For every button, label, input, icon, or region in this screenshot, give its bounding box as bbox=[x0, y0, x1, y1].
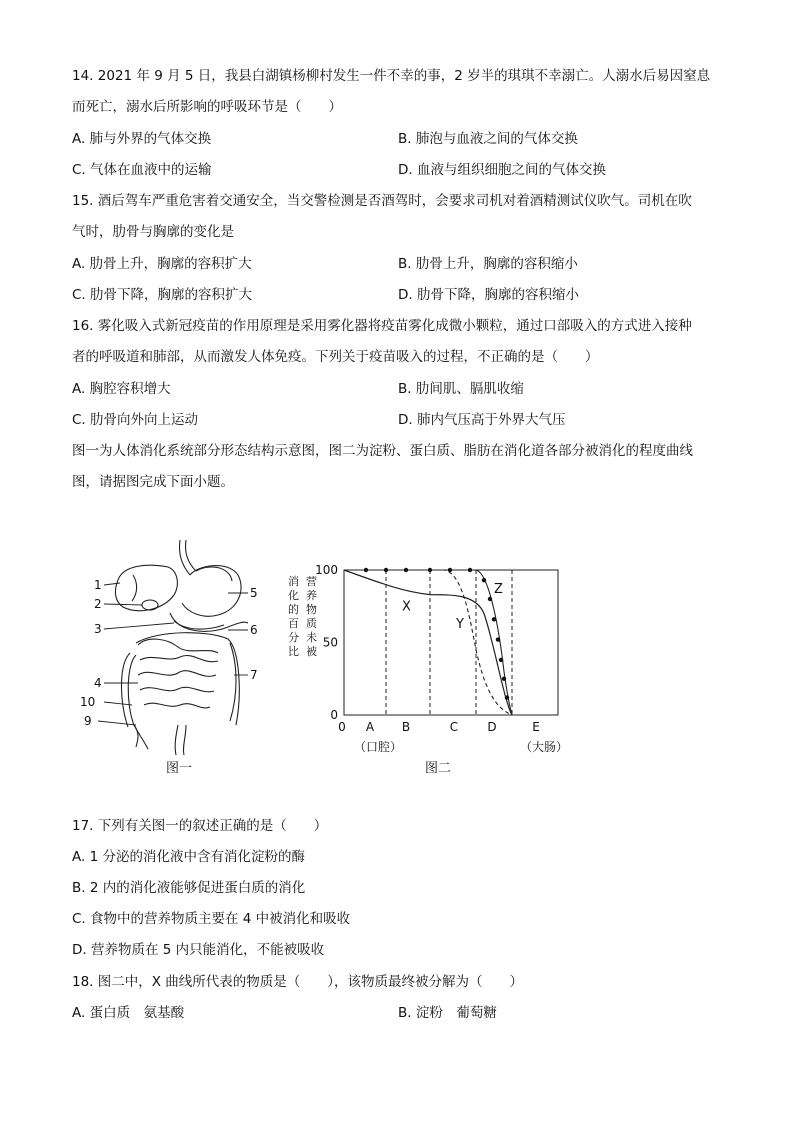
series-z-line bbox=[344, 570, 512, 715]
series-z-point bbox=[505, 695, 509, 699]
series-z-point bbox=[492, 617, 496, 621]
q15-option-a[interactable]: A. 肋骨上升，胸廓的容积扩大 bbox=[72, 256, 252, 272]
figure1-caption: 图一 bbox=[166, 761, 193, 776]
mouth-label: （口腔） bbox=[353, 740, 403, 754]
q18-option-b[interactable]: B. 淀粉 葡萄糖 bbox=[398, 1005, 497, 1021]
q18-stem: 18. 图二中，X 曲线所代表的物质是（ ），该物质最终被分解为（ ） bbox=[72, 974, 524, 990]
q16-stem-line1: 16. 雾化吸入式新冠疫苗的作用原理是采用雾化器将疫苗雾化成微小颗粒，通过口部吸入的方式进入接种 bbox=[72, 318, 692, 334]
fig1-label-6: 6 bbox=[250, 623, 258, 637]
q16-option-b[interactable]: B. 肋间肌、膈肌收缩 bbox=[398, 381, 524, 397]
fig1-label-5: 5 bbox=[250, 586, 258, 600]
series-y-line bbox=[344, 570, 512, 715]
series-z-point bbox=[384, 568, 388, 572]
fig1-label-4: 4 bbox=[94, 676, 102, 690]
x-tick-label: A bbox=[365, 720, 375, 734]
y-axis-label-column: 消化的百分比 bbox=[288, 575, 299, 658]
q17-option-b[interactable]: B. 2 内的消化液能够促进蛋白质的消化 bbox=[72, 880, 306, 896]
fig1-label-9: 9 bbox=[84, 714, 92, 728]
q15-stem-line1: 15. 酒后驾车严重危害着交通安全，当交警检测是否酒驾时，会要求司机对着酒精测试仪吹气。司机在吹 bbox=[72, 193, 692, 209]
fig1-label-10: 10 bbox=[80, 695, 96, 709]
q14-stem-line2: 而死亡，溺水后所影响的呼吸环节是（ ） bbox=[72, 99, 342, 115]
fig1-label-3: 3 bbox=[94, 622, 102, 636]
q15-option-c[interactable]: C. 肋骨下降，胸廓的容积扩大 bbox=[72, 287, 253, 303]
figure-intro-line2: 图，请据图完成下面小题。 bbox=[72, 474, 234, 490]
fig1-label-1: 1 bbox=[94, 578, 102, 592]
series-z-point bbox=[404, 568, 408, 572]
q15-stem-line2: 气时，肋骨与胸廓的变化是 bbox=[72, 224, 234, 240]
figure1-digestive-system bbox=[78, 535, 278, 760]
plot-frame bbox=[344, 570, 558, 715]
series-z-point bbox=[502, 677, 506, 681]
series-z-point bbox=[448, 568, 452, 572]
q14-option-d[interactable]: D. 血液与组织细胞之间的气体交换 bbox=[398, 162, 606, 178]
curve-label-y: Y bbox=[456, 617, 464, 632]
series-x-line bbox=[344, 570, 512, 715]
q15-option-d[interactable]: D. 肋骨下降，胸廓的容积缩小 bbox=[398, 287, 579, 303]
q17-stem: 17. 下列有关图一的叙述正确的是（ ） bbox=[72, 818, 328, 834]
x-tick-label: E bbox=[532, 720, 540, 734]
y-axis-label-column: 营养物质未被 bbox=[306, 575, 317, 658]
q18-option-a[interactable]: A. 蛋白质 氨基酸 bbox=[72, 1005, 185, 1021]
figure2-caption: 图二 bbox=[425, 761, 452, 776]
q16-option-d[interactable]: D. 肺内气压高于外界大气压 bbox=[398, 412, 566, 428]
q14-option-b[interactable]: B. 肺泡与血液之间的气体交换 bbox=[398, 131, 578, 147]
q16-stem-line2: 者的呼吸道和肺部，从而激发人体免疫。下列关于疫苗吸入的过程，不正确的是（ ） bbox=[72, 349, 599, 365]
curve-label-z: Z bbox=[494, 582, 503, 598]
q15-option-b[interactable]: B. 肋骨上升，胸廓的容积缩小 bbox=[398, 256, 578, 272]
series-z-point bbox=[488, 597, 492, 601]
large-intestine-label: （大肠） bbox=[519, 740, 569, 754]
series-z-point bbox=[364, 568, 368, 572]
q16-option-a[interactable]: A. 胸腔容积增大 bbox=[72, 381, 171, 397]
y-tick-label: 100 bbox=[315, 563, 338, 577]
fig1-label-2: 2 bbox=[94, 597, 102, 611]
q17-option-a[interactable]: A. 1 分泌的消化液中含有消化淀粉的酶 bbox=[72, 849, 305, 865]
x-tick-label: B bbox=[401, 720, 411, 734]
y-tick-label: 50 bbox=[322, 635, 338, 650]
series-z-point bbox=[499, 658, 503, 662]
figure2-digestion-chart bbox=[280, 555, 580, 755]
series-z-point bbox=[496, 637, 500, 641]
digestion-curve-chart bbox=[280, 555, 580, 755]
y-tick-label: 0 bbox=[330, 708, 338, 722]
q14-stem-line1: 14. 2021 年 9 月 5 日，我县白湖镇杨柳村发生一件不幸的事，2 岁半的琪琪不幸溺亡。人溺水后易因窒息 bbox=[72, 68, 711, 84]
q14-option-c[interactable]: C. 气体在血液中的运输 bbox=[72, 162, 212, 178]
q16-option-c[interactable]: C. 肋骨向外向上运动 bbox=[72, 412, 199, 428]
digestive-system-diagram bbox=[78, 535, 278, 760]
x-origin-label: 0 bbox=[338, 720, 346, 734]
curve-label-x: X bbox=[402, 599, 411, 615]
series-z-point bbox=[468, 568, 472, 572]
fig1-label-7: 7 bbox=[250, 668, 258, 682]
series-z-point bbox=[428, 568, 432, 572]
figure-intro-line1: 图一为人体消化系统部分形态结构示意图，图二为淀粉、蛋白质、脂肪在消化道各部分被消化的程度曲线 bbox=[72, 443, 693, 459]
x-tick-label: D bbox=[487, 720, 497, 734]
q17-option-c[interactable]: C. 食物中的营养物质主要在 4 中被消化和吸收 bbox=[72, 911, 351, 927]
series-z-point bbox=[482, 578, 486, 582]
q17-option-d[interactable]: D. 营养物质在 5 内只能消化，不能被吸收 bbox=[72, 942, 325, 958]
q14-option-a[interactable]: A. 肺与外界的气体交换 bbox=[72, 131, 212, 147]
x-tick-label: C bbox=[449, 720, 459, 734]
